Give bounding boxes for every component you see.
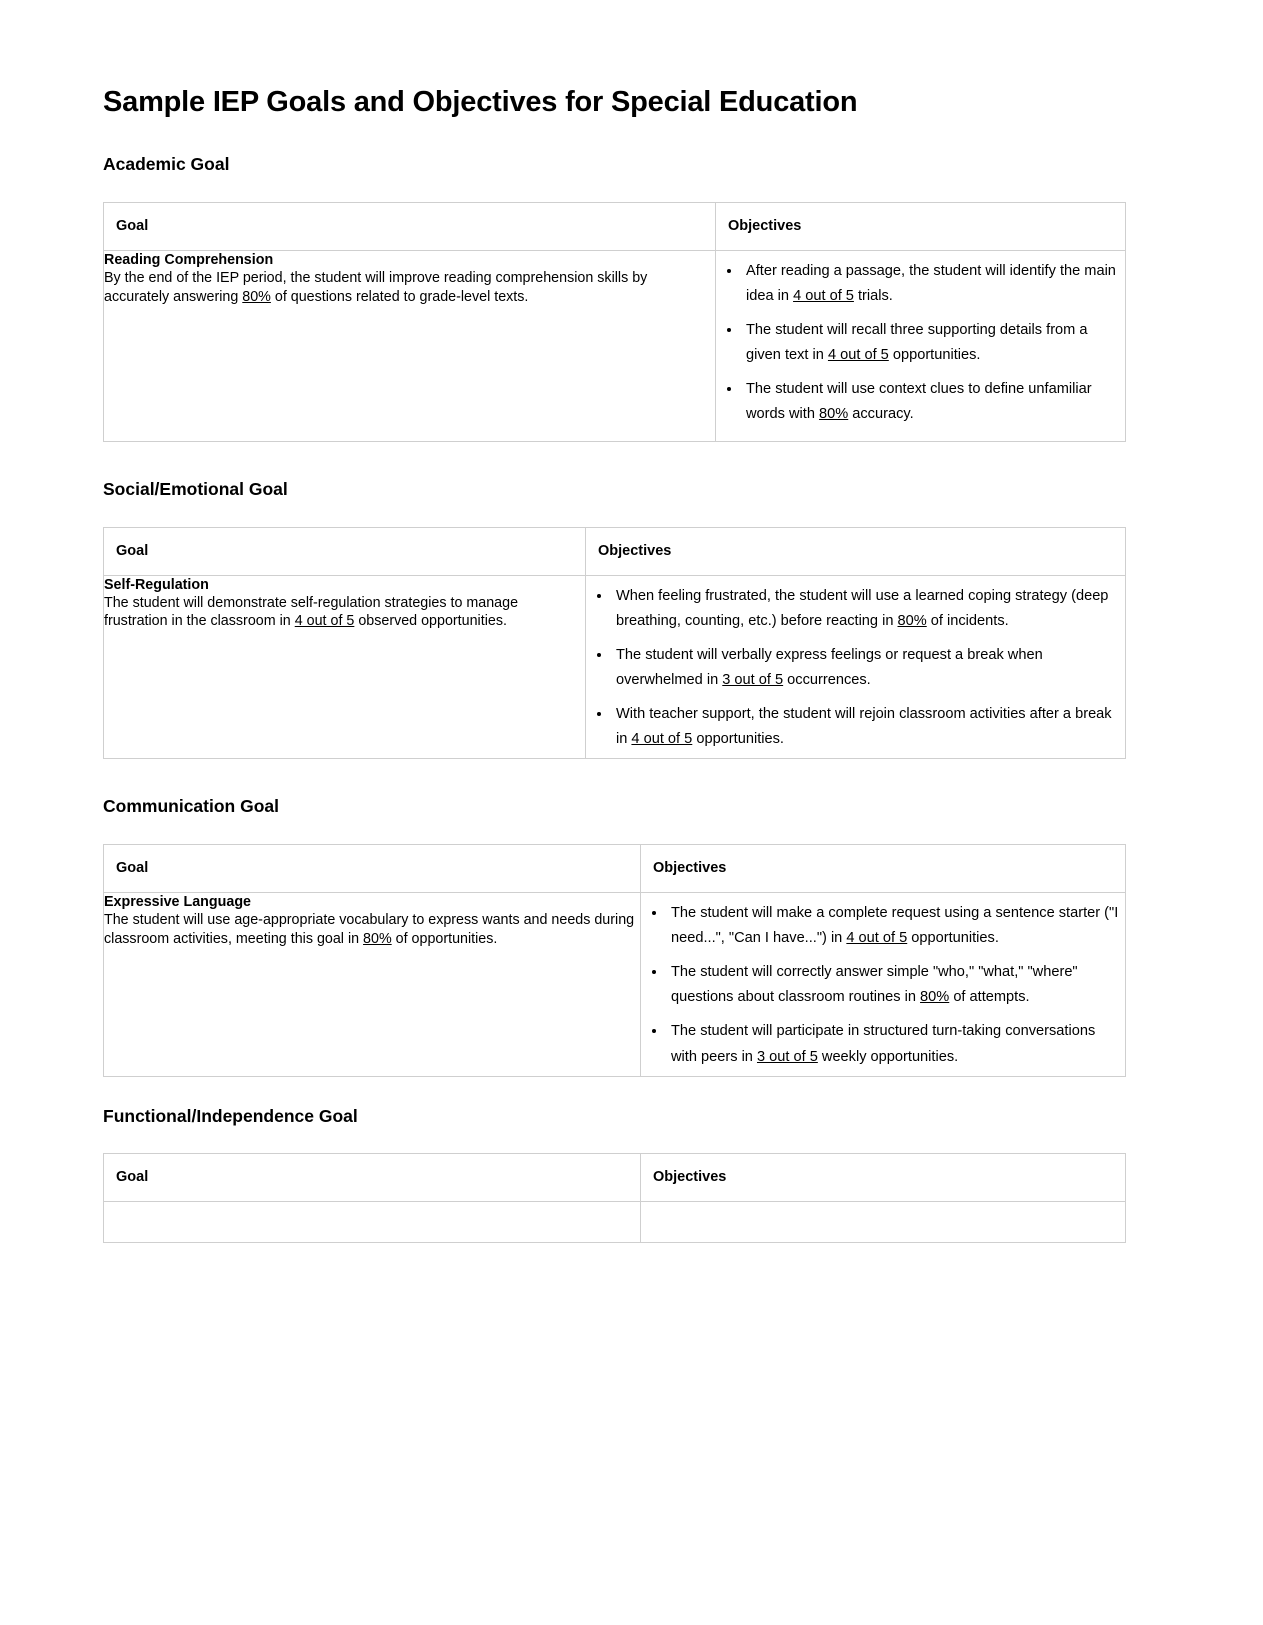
list-item: • The student will verbally express feelings or request a break when overwhelmed in 3 out of 5 occurrences. <box>612 643 1125 693</box>
objective-criterion: 4 out of 5 <box>846 930 908 947</box>
table-header-row <box>104 203 1126 251</box>
list-item: • The student will make a complete request using a sentence starter ("I need...", "Can I have...") in 4 out of 5 opportunities. <box>667 901 1125 951</box>
objective-criterion: 4 out of 5 <box>631 731 693 748</box>
objectives-list <box>716 259 1125 428</box>
list-item: • When feeling frustrated, the student will use a learned coping strategy (deep breathing, counting, etc.) before reacting in 80% of incidents. <box>612 584 1125 634</box>
list-item: • The student will participate in structured turn-taking conversations with peers in 3 out of 5 weekly opportunities. <box>667 1019 1125 1069</box>
spacer <box>103 759 1125 795</box>
table-row <box>104 251 1126 442</box>
table-header-row <box>104 527 1126 575</box>
objective-criterion: 80% <box>920 989 950 1006</box>
goal-table-functional-independence <box>103 1153 1126 1243</box>
spacer <box>103 818 1125 844</box>
goal-table-communication <box>103 844 1126 1077</box>
spacer <box>103 442 1125 478</box>
goal-cell <box>104 251 716 442</box>
table-row <box>104 575 1126 759</box>
column-header-objectives: Objectives <box>641 845 1126 893</box>
spacer <box>103 120 1125 153</box>
objectives-list <box>586 584 1125 753</box>
table-row <box>104 893 1126 1077</box>
objective-criterion: 4 out of 5 <box>827 347 889 364</box>
section-heading-social-emotional: Social/Emotional Goal <box>103 479 288 499</box>
section-heading-academic: Academic Goal <box>103 154 230 175</box>
list-item: • The student will recall three supporting details from a given text in 4 out of 5 opportunities. <box>742 318 1125 368</box>
objective-criterion: 80% <box>897 612 927 629</box>
goal-description: The student will demonstrate self-regulation strategies to manage frustration in the classroom in 4 out of 5 observed opportunities. <box>104 595 519 630</box>
column-header-goal: Goal <box>104 845 641 893</box>
goal-description: By the end of the IEP period, the student will improve reading comprehension skills by accurately answering 80% of questions related to grade-level texts. <box>104 270 648 305</box>
list-item: • The student will use context clues to define unfamiliar words with 80% accuracy. <box>742 377 1125 427</box>
goal-cell <box>104 575 586 759</box>
column-header-objectives: Objectives <box>641 1154 1126 1202</box>
goal-name: Self-Regulation <box>104 576 209 593</box>
objectives-cell <box>641 893 1126 1077</box>
column-header-objectives: Objectives <box>716 203 1126 251</box>
spacer <box>103 176 1125 202</box>
column-header-goal: Goal <box>104 1154 641 1202</box>
page-title: Sample IEP Goals and Objectives for Special Education <box>103 86 858 118</box>
objectives-cell <box>716 251 1126 442</box>
objectives-cell <box>586 575 1126 759</box>
objective-criterion: 80% <box>819 406 849 423</box>
list-item: • With teacher support, the student will rejoin classroom activities after a break in 4 out of 5 opportunities. <box>612 702 1125 752</box>
goal-name: Expressive Language <box>104 894 252 911</box>
goal-criterion: 80% <box>363 930 392 947</box>
goal-criterion: 4 out of 5 <box>294 613 355 630</box>
spacer <box>103 1077 1125 1105</box>
table-row <box>104 1202 1126 1243</box>
goal-table-academic <box>103 202 1126 442</box>
objective-criterion: 3 out of 5 <box>722 672 784 689</box>
goal-criterion: 80% <box>242 288 271 305</box>
spacer <box>103 501 1125 527</box>
spacer <box>103 1127 1125 1153</box>
goal-table-social-emotional <box>103 527 1126 760</box>
table-header-row <box>104 1154 1126 1202</box>
goal-name: Reading Comprehension <box>104 252 274 268</box>
list-item: • After reading a passage, the student will identify the main idea in 4 out of 5 trials. <box>742 259 1125 309</box>
goal-cell <box>104 893 641 1077</box>
section-heading-communication: Communication Goal <box>103 796 279 817</box>
objectives-list <box>641 901 1125 1070</box>
list-item: • The student will correctly answer simple "who," "what," "where" questions about classroom routines in 80% of attempts. <box>667 960 1125 1010</box>
goal-cell <box>104 1202 641 1243</box>
objective-criterion: 4 out of 5 <box>793 288 854 305</box>
section-heading-functional-independence: Functional/Independence Goal <box>103 1105 358 1126</box>
column-header-goal: Goal <box>104 527 586 575</box>
column-header-goal: Goal <box>104 203 716 251</box>
goal-description: The student will use age-appropriate vocabulary to express wants and needs during classroom activities, meeting this goal in 80% of opportunities. <box>104 912 635 947</box>
objective-criterion: 3 out of 5 <box>756 1048 818 1065</box>
objectives-cell <box>641 1202 1126 1243</box>
table-header-row <box>104 845 1126 893</box>
column-header-objectives: Objectives <box>586 527 1126 575</box>
